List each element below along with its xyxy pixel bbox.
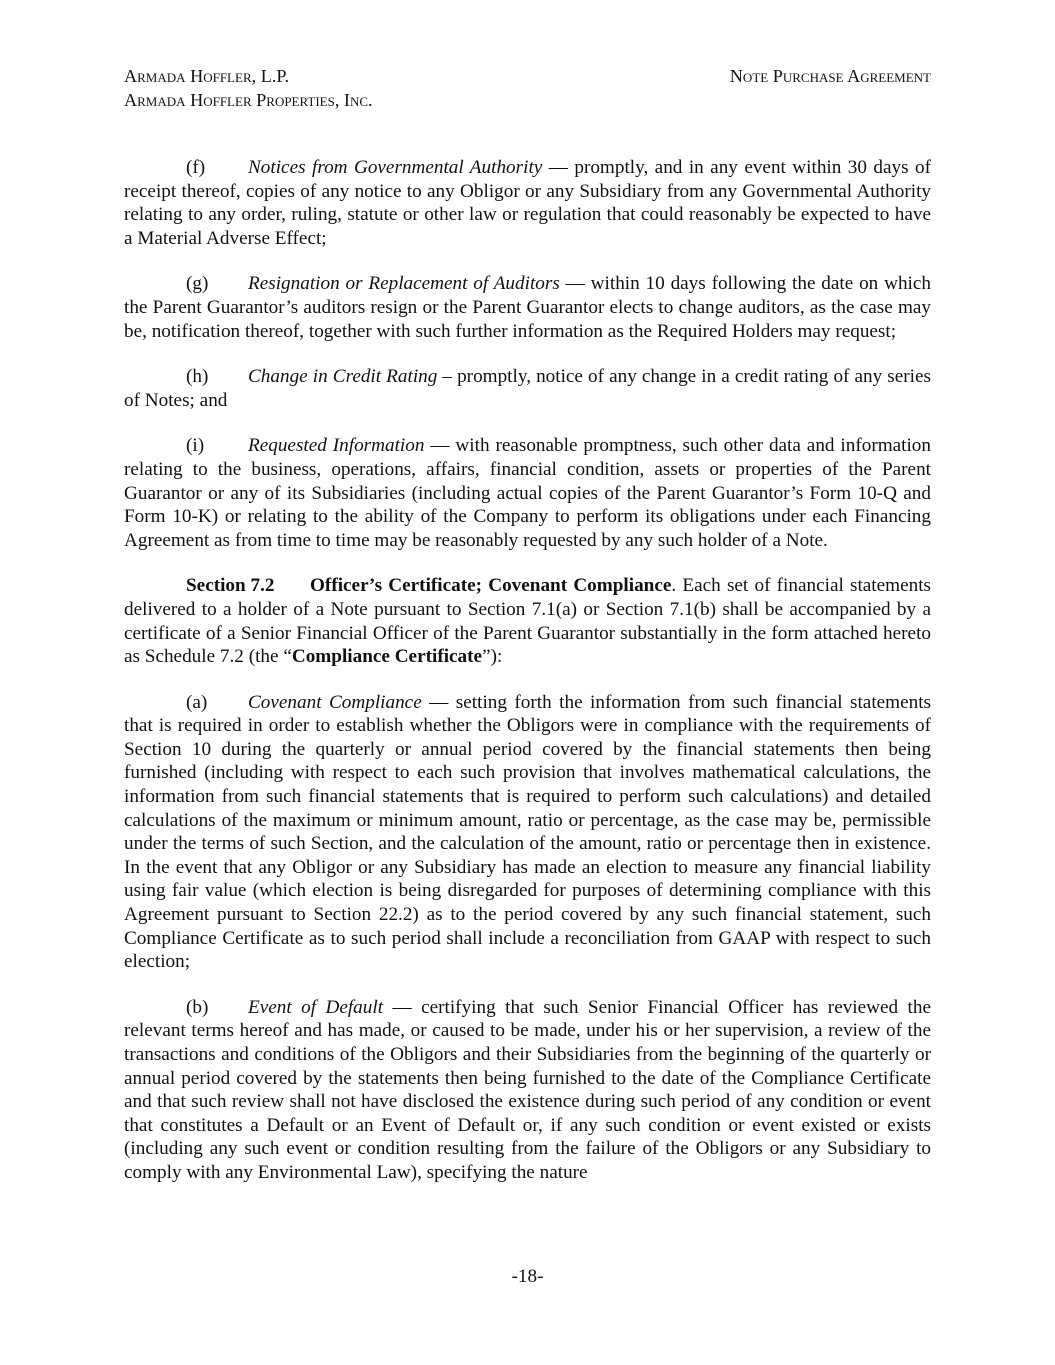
paragraph-text: — with reasonable promptness, such other data and information relating to the business, operations, affairs, financial condition, assets or properties of the Parent Guarantor or any of its Subsidiaries (including actual copies of the Parent Guarantor’s Form 10-Q and Form 10-K) or relating to the ability of the Company to perform its obligations under each Financing Agreement as from time to time may be reasonably requested by any such holder of a Note. [124,435,931,551]
paragraph-text: – promptly, notice of any change in a credit rating of any series of Notes; and [124,366,931,411]
paragraph-title: Covenant Compliance [248,691,422,713]
header-party-1: Armada Hoffler, L.P. [124,66,290,86]
paragraph-label: (g) [186,273,209,295]
paragraph-label: (a) [186,691,208,713]
section-7-2 [124,574,931,668]
defined-term: Compliance Certificate [291,646,483,668]
header-left [124,64,373,112]
paragraph-g [124,272,931,343]
header-right [730,64,931,88]
section-text: Each set of financial statements delivered to a holder of a Note pursuant to Section 7.1(a) or Section 7.1(b) shall be accompanied by a certificate of a Senior Financial Officer of the Parent Guarantor substantially in the form attached hereto as Schedule 7.2 (the “ [124,575,931,668]
paragraph-f [124,156,931,250]
paragraph-h [124,365,931,412]
paragraph-text: — within 10 days following the date on which the Parent Guarantor’s auditors resign or the Parent Guarantor elects to change auditors, as the case may be, notification thereof, together with such further information as the Required Holders may request; [124,273,931,342]
page-number: -18- [511,1266,544,1287]
section-text-end: ”): [482,646,503,668]
paragraph-label: (b) [186,996,209,1018]
paragraph-i [124,434,931,552]
section-number: Section 7.2 [186,575,275,597]
paragraph-text: — setting forth the information from such financial statements that is required in order to establish whether the Obligors were in compliance with the requirements of Section 10 during the quarterly or annual period covered by the financial statements then being furnished (including with respect to each such provision that involves mathematical calculations, the information from such financial statements that is required to perform such calculations) and detailed calculations of the maximum or minimum amount, ratio or percentage, as the case may be, permissible under the terms of such Section, and the calculation of the amount, ratio or percentage then in existence. In the event that any Obligor or any Subsidiary has made an election to measure any financial liability using fair value (which election is being disregarded for purposes of determining compliance with this Agreement pursuant to Section 22.2) as to the period covered by any such financial statement, such Compliance Certificate as to such period shall include a reconciliation from GAAP with respect to such election; [124,691,931,973]
paragraph-title: Change in Credit Rating [248,366,438,388]
paragraph-label: (f) [186,157,206,178]
section-title: Officer’s Certificate; Covenant Compliance [310,575,672,597]
header-party-2: Armada Hoffler Properties, Inc. [124,90,373,110]
paragraph-label: (i) [186,435,205,457]
document-body [124,156,931,1207]
subparagraph-a [124,691,931,974]
paragraph-title: Event of Default [248,996,384,1018]
paragraph-label: (h) [186,366,209,388]
section-title-period: . [671,575,677,597]
header-document-title: Note Purchase Agreement [729,66,931,86]
paragraph-title: Notices from Governmental Authority [248,157,543,178]
paragraph-title: Resignation or Replacement of Auditors [248,273,560,295]
paragraph-title: Requested Information [248,435,425,457]
paragraph-text: — certifying that such Senior Financial Officer has reviewed the relevant terms hereof and has made, or caused to be made, under his or her supervision, a review of the transactions and conditions of the Obligors and their Subsidiaries from the beginning of the quarterly or annual period covered by the statements then being furnished to the date of the Compliance Certificate and that such review shall not have disclosed the existence during such period of any condition or event that constitutes a Default or an Event of Default or, if any such condition or event existed or exists (including any such event or condition resulting from the failure of the Obligors or any Subsidiary to comply with any Environmental Law), specifying the nature [124,996,931,1183]
paragraph-text: — promptly, and in any event within 30 days of receipt thereof, copies of any notice to any Obligor or any Subsidiary from any Governmental Authority relating to any order, ruling, statute or other law or regulation that could reasonably be expected to have a Material Adverse Effect; [124,157,931,249]
subparagraph-b [124,996,931,1185]
